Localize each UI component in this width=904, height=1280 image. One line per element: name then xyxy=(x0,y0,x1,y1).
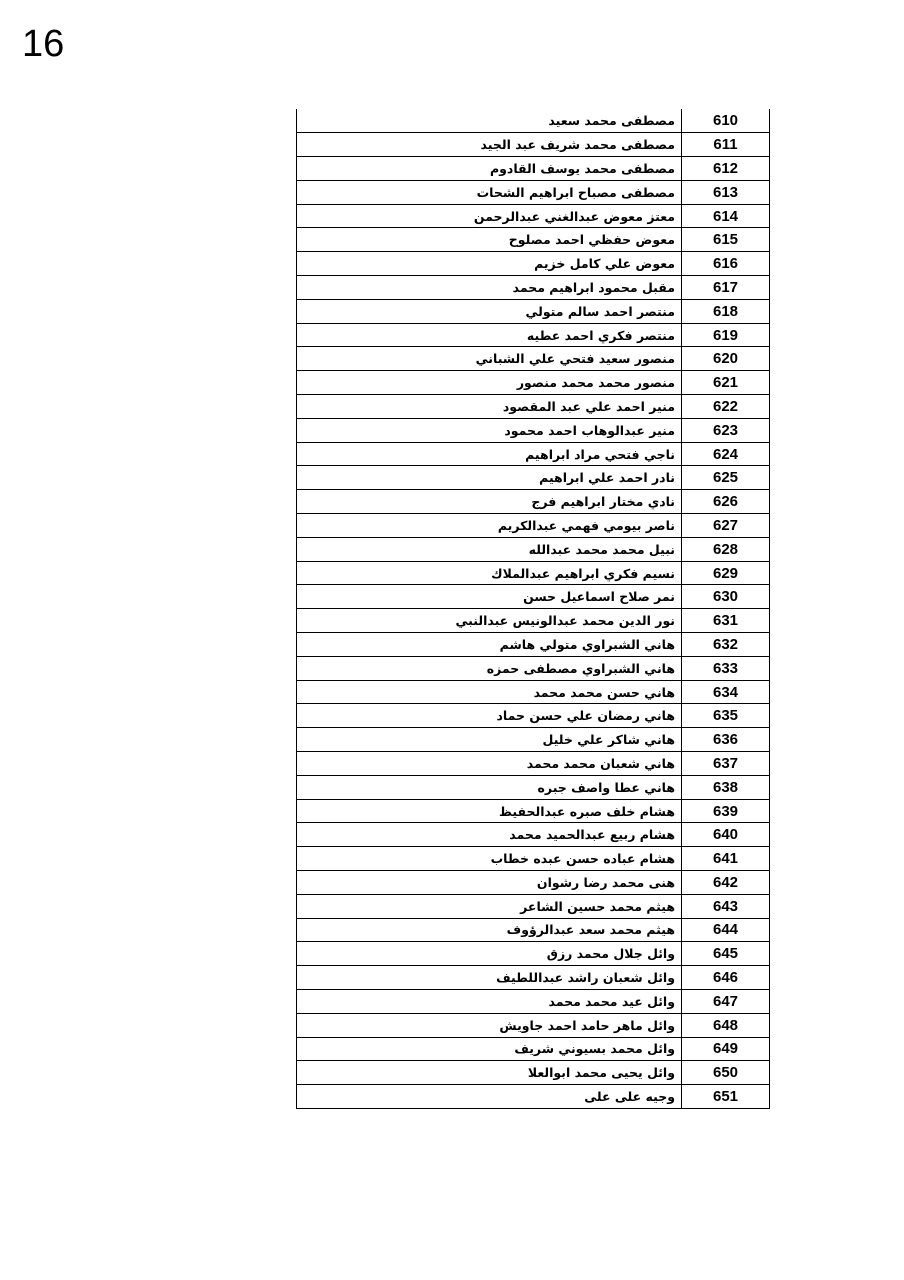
table-row xyxy=(297,1037,770,1061)
name-cell: منصور سعيد فتحي علي الشباني xyxy=(297,347,682,371)
number-cell: 617 xyxy=(682,276,770,300)
number-cell: 644 xyxy=(682,918,770,942)
table-row xyxy=(297,704,770,728)
table-row xyxy=(297,442,770,466)
name-cell: منير عبدالوهاب احمد محمود xyxy=(297,418,682,442)
names-table xyxy=(296,109,770,1109)
table-row xyxy=(297,109,770,133)
number-cell: 651 xyxy=(682,1085,770,1109)
number-cell: 610 xyxy=(682,109,770,133)
table-row xyxy=(297,395,770,419)
number-cell: 632 xyxy=(682,633,770,657)
name-cell: هيثم محمد سعد عبدالرؤوف xyxy=(297,918,682,942)
name-cell: وائل عيد محمد محمد xyxy=(297,989,682,1013)
name-cell: وائل يحيى محمد ابوالعلا xyxy=(297,1061,682,1085)
table-row xyxy=(297,157,770,181)
table-row xyxy=(297,847,770,871)
number-cell: 647 xyxy=(682,989,770,1013)
number-cell: 618 xyxy=(682,299,770,323)
table-row xyxy=(297,799,770,823)
name-cell: نادي مختار ابراهيم فرج xyxy=(297,490,682,514)
table-row xyxy=(297,585,770,609)
table-row xyxy=(297,942,770,966)
number-cell: 622 xyxy=(682,395,770,419)
name-cell: مصطفى محمد شريف عبد الجيد xyxy=(297,133,682,157)
number-cell: 642 xyxy=(682,871,770,895)
number-cell: 627 xyxy=(682,514,770,538)
number-cell: 634 xyxy=(682,680,770,704)
name-cell: منصور محمد محمد منصور xyxy=(297,371,682,395)
number-cell: 649 xyxy=(682,1037,770,1061)
number-cell: 615 xyxy=(682,228,770,252)
number-cell: 628 xyxy=(682,537,770,561)
table-row xyxy=(297,204,770,228)
name-cell: منتصر احمد سالم متولي xyxy=(297,299,682,323)
table-row xyxy=(297,918,770,942)
name-cell: وجيه على على xyxy=(297,1085,682,1109)
table-row xyxy=(297,276,770,300)
number-cell: 641 xyxy=(682,847,770,871)
number-cell: 633 xyxy=(682,656,770,680)
name-cell: وائل محمد بسيوني شريف xyxy=(297,1037,682,1061)
name-cell: هاني رمضان علي حسن حماد xyxy=(297,704,682,728)
number-cell: 621 xyxy=(682,371,770,395)
table-row xyxy=(297,252,770,276)
name-cell: نادر احمد علي ابراهيم xyxy=(297,466,682,490)
number-cell: 612 xyxy=(682,157,770,181)
table-row xyxy=(297,490,770,514)
number-cell: 630 xyxy=(682,585,770,609)
number-cell: 611 xyxy=(682,133,770,157)
number-cell: 636 xyxy=(682,728,770,752)
table-row xyxy=(297,561,770,585)
name-cell: ناجي فتحي مراد ابراهيم xyxy=(297,442,682,466)
table-row xyxy=(297,609,770,633)
name-cell: هاني حسن محمد محمد xyxy=(297,680,682,704)
table-row xyxy=(297,871,770,895)
name-cell: معوض حفظي احمد مصلوح xyxy=(297,228,682,252)
number-cell: 645 xyxy=(682,942,770,966)
name-cell: معتز معوض عبدالغني عبدالرحمن xyxy=(297,204,682,228)
name-cell: منتصر فكري احمد عطيه xyxy=(297,323,682,347)
name-cell: مصطفى محمد يوسف القادوم xyxy=(297,157,682,181)
number-cell: 646 xyxy=(682,966,770,990)
name-cell: نمر صلاح اسماعيل حسن xyxy=(297,585,682,609)
name-cell: معوض علي كامل خزيم xyxy=(297,252,682,276)
names-table-body xyxy=(297,109,770,1108)
table-row xyxy=(297,1013,770,1037)
number-cell: 626 xyxy=(682,490,770,514)
name-cell: هشام عباده حسن عبده خطاب xyxy=(297,847,682,871)
number-cell: 613 xyxy=(682,180,770,204)
table-row xyxy=(297,1085,770,1109)
table-row xyxy=(297,537,770,561)
name-cell: مقبل محمود ابراهيم محمد xyxy=(297,276,682,300)
table-row xyxy=(297,752,770,776)
name-cell: نسيم فكري ابراهيم عبدالملاك xyxy=(297,561,682,585)
table-row xyxy=(297,133,770,157)
table-row xyxy=(297,418,770,442)
name-cell: هنى محمد رضا رشوان xyxy=(297,871,682,895)
number-cell: 614 xyxy=(682,204,770,228)
name-cell: هشام ربيع عبدالحميد محمد xyxy=(297,823,682,847)
number-cell: 640 xyxy=(682,823,770,847)
name-cell: هشام خلف صبره عبدالحفيظ xyxy=(297,799,682,823)
table-row xyxy=(297,966,770,990)
number-cell: 625 xyxy=(682,466,770,490)
table-row xyxy=(297,323,770,347)
number-cell: 650 xyxy=(682,1061,770,1085)
table-row xyxy=(297,371,770,395)
name-cell: نبيل محمد محمد عبدالله xyxy=(297,537,682,561)
name-cell: منير احمد علي عبد المقصود xyxy=(297,395,682,419)
table-row xyxy=(297,180,770,204)
name-cell: هاني الشبراوي متولي هاشم xyxy=(297,633,682,657)
number-cell: 624 xyxy=(682,442,770,466)
name-cell: هاني شعبان محمد محمد xyxy=(297,752,682,776)
table-row xyxy=(297,466,770,490)
table-row xyxy=(297,680,770,704)
name-cell: نور الدين محمد عبدالونيس عبدالنبي xyxy=(297,609,682,633)
name-cell: وائل شعبان راشد عبداللطيف xyxy=(297,966,682,990)
name-cell: هاني الشبراوي مصطفى حمزه xyxy=(297,656,682,680)
name-cell: هيثم محمد حسين الشاعر xyxy=(297,894,682,918)
number-cell: 643 xyxy=(682,894,770,918)
name-cell: هاني شاكر علي خليل xyxy=(297,728,682,752)
number-cell: 629 xyxy=(682,561,770,585)
table-row xyxy=(297,775,770,799)
number-cell: 620 xyxy=(682,347,770,371)
table-row xyxy=(297,633,770,657)
number-cell: 616 xyxy=(682,252,770,276)
table-row xyxy=(297,656,770,680)
number-cell: 635 xyxy=(682,704,770,728)
number-cell: 639 xyxy=(682,799,770,823)
name-cell: ناصر بيومي فهمي عبدالكريم xyxy=(297,514,682,538)
number-cell: 631 xyxy=(682,609,770,633)
name-cell: وائل جلال محمد رزق xyxy=(297,942,682,966)
table-row xyxy=(297,989,770,1013)
number-cell: 648 xyxy=(682,1013,770,1037)
page-number: 16 xyxy=(22,23,65,65)
name-cell: وائل ماهر حامد احمد جاويش xyxy=(297,1013,682,1037)
table-row xyxy=(297,894,770,918)
number-cell: 619 xyxy=(682,323,770,347)
name-cell: مصطفى محمد سعيد xyxy=(297,109,682,133)
table-row xyxy=(297,1061,770,1085)
number-cell: 637 xyxy=(682,752,770,776)
number-cell: 638 xyxy=(682,775,770,799)
table-row xyxy=(297,823,770,847)
table-row xyxy=(297,347,770,371)
name-cell: مصطفى مصباح ابراهيم الشحات xyxy=(297,180,682,204)
table-row xyxy=(297,228,770,252)
table-row xyxy=(297,299,770,323)
table-row xyxy=(297,514,770,538)
name-cell: هاني عطا واصف جبره xyxy=(297,775,682,799)
number-cell: 623 xyxy=(682,418,770,442)
table-row xyxy=(297,728,770,752)
